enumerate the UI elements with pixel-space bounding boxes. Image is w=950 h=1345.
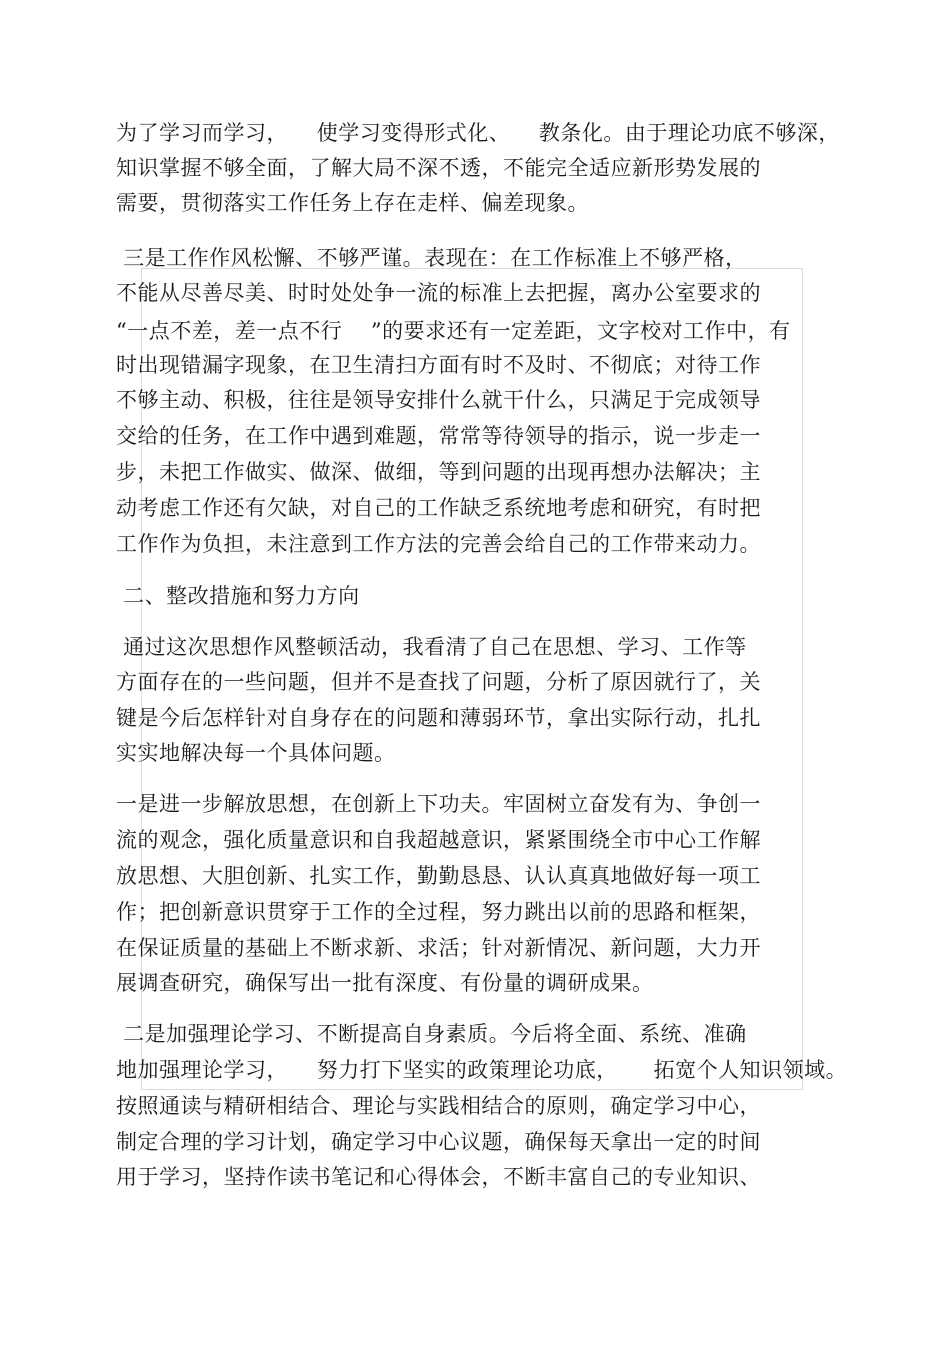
text-line: 通过这次思想作风整顿活动，我看清了自己在思想、学习、工作等 [116,635,747,659]
text-line: 展调查研究，确保写出一批有深度、有份量的调研成果。 [116,971,654,995]
text-line: 方面存在的一些问题，但并不是查找了问题，分析了原因就行了，关 [116,670,761,694]
text-line: 时出现错漏字现象，在卫生清扫方面有时不及时、不彻底；对待工作 [116,353,761,377]
text-line: 地加强理论学习， 努力打下坚实的政策理论功底， 拓宽个人知识领域。 [116,1058,848,1082]
text-line: “一点不差，差一点不行 ”的要求还有一定差距，文字校对工作中，有 [116,319,791,343]
text-line: 放思想、大胆创新、扎实工作，勤勤恳恳、认认真真地做好每一项工 [116,864,761,888]
text-line: 流的观念，强化质量意识和自我超越意识，紧紧围绕全市中心工作解 [116,828,761,852]
text-line: 工作作为负担，未注意到工作方法的完善会给自己的工作带来动力。 [116,532,761,556]
text-line: 用于学习，坚持作读书笔记和心得体会，不断丰富自己的专业知识、 [116,1165,761,1189]
text-line: 作；把创新意识贯穿于工作的全过程，努力跳出以前的思路和框架， [116,900,761,924]
text-line: 知识掌握不够全面，了解大局不深不透，不能完全适应新形势发展的 [116,156,761,180]
text-line: 动考虑工作还有欠缺，对自己的工作缺乏系统地考虑和研究，有时把 [116,496,761,520]
text-line: 三是工作作风松懈、不够严谨。表现在：在工作标准上不够严格， [116,246,747,270]
text-line: 不能从尽善尽美、时时处处争一流的标准上去把握，离办公室要求的 [116,281,761,305]
text-line: 键是今后怎样针对自身存在的问题和薄弱环节，拿出实际行动，扎扎 [116,706,761,730]
text-line: 不够主动、积极，往往是领导安排什么就干什么，只满足于完成领导 [116,388,761,412]
text-line: 一是进一步解放思想，在创新上下功夫。牢固树立奋发有为、争创一 [116,792,761,816]
text-line: 为了学习而学习， 使学习变得形式化、 教条化。由于理论功底不够深， [116,121,840,145]
text-line: 在保证质量的基础上不断求新、求活；针对新情况、新问题，大力开 [116,936,761,960]
text-line: 按照通读与精研相结合、理论与实践相结合的原则，确定学习中心， [116,1094,761,1118]
text-line: 二、整改措施和努力方向 [116,584,360,608]
text-line: 需要，贯彻落实工作任务上存在走样、偏差现象。 [116,191,589,215]
text-line: 制定合理的学习计划，确定学习中心议题，确保每天拿出一定的时间 [116,1130,761,1154]
text-line: 交给的任务，在工作中遇到难题，常常等待领导的指示，说一步走一 [116,424,761,448]
text-line: 二是加强理论学习、不断提高自身素质。今后将全面、系统、准确 [116,1022,747,1046]
text-line: 实实地解决每一个具体问题。 [116,741,396,765]
text-line: 步，未把工作做实、做深、做细，等到问题的出现再想办法解决；主 [116,460,761,484]
